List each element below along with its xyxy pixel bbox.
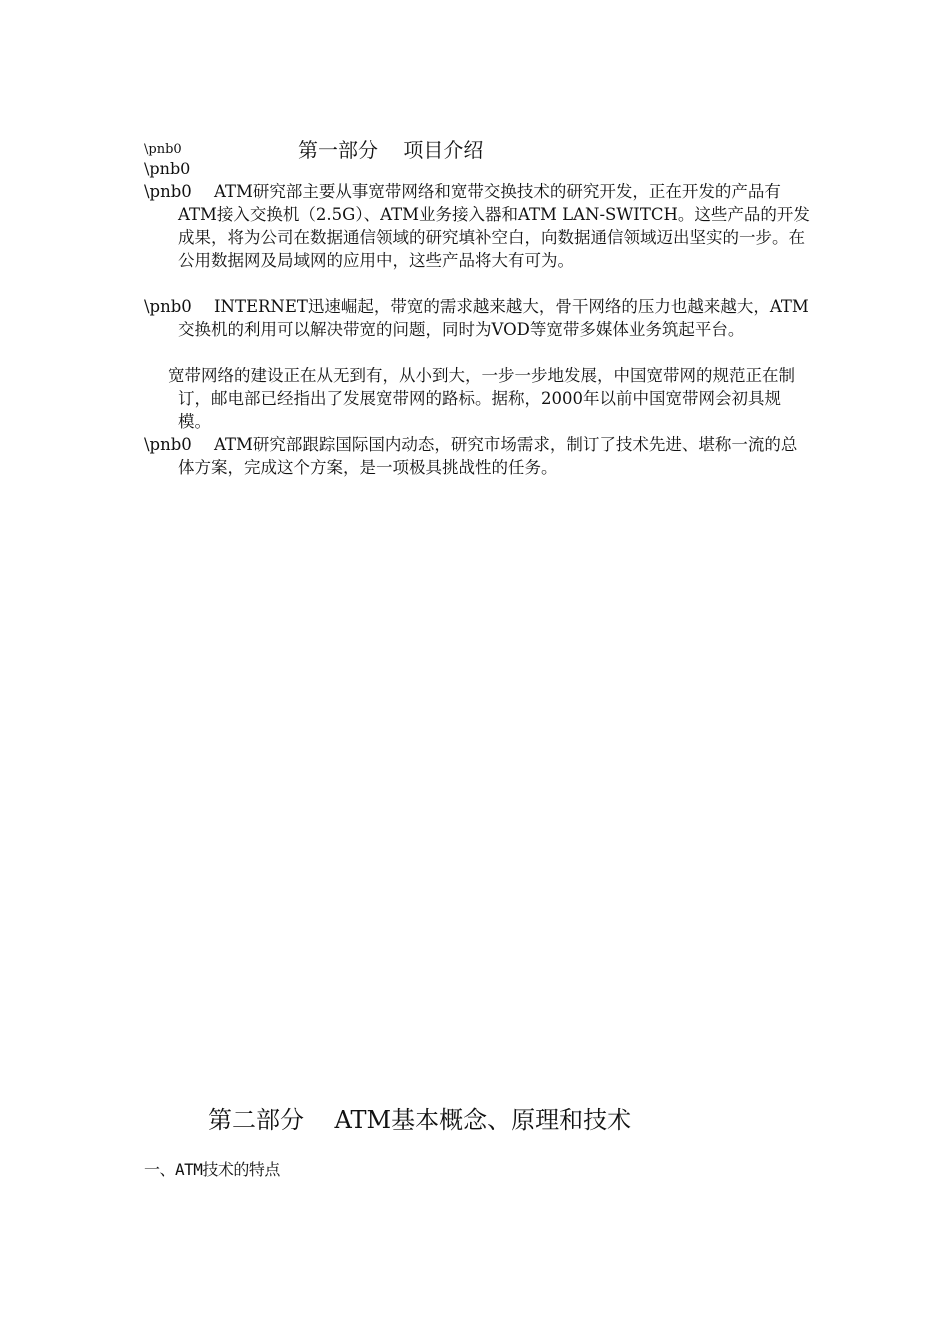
pnb-marker: \pnb0 [144,435,192,454]
empty-pnb-marker: \pnb0 [144,159,191,178]
paragraph-atm-plan [144,433,810,479]
section1-heading: 一、ATM技术的特点 [144,1160,280,1179]
pnb-marker: \pnb0 [144,182,192,201]
paragraph-text: INTERNET迅速崛起，带宽的需求越来越大，骨干网络的压力也越来越大，ATM交换机的利用可以解决带宽的问题，同时为VOD等宽带多媒体业务筑起平台。 [178,297,809,339]
paragraph-broadband-construction [144,364,810,433]
pnb-marker: \pnb0 [144,142,182,157]
part1-heading: 第一部分 项目介绍 [298,138,484,162]
paragraph-text: ATM研究部主要从事宽带网络和宽带交换技术的研究开发，正在开发的产品有ATM接入交换机（2.5G）、ATM业务接入器和ATM LAN-SWITCH。这些产品的开发成果，将为公司在数据通信领域的研究填补空白，向数据通信领域迈出坚实的一步。在公用数据网及局域网的应用中，这些产品将大有可为。 [178,182,810,270]
paragraph-atm-research [144,180,810,272]
paragraph-text: ATM研究部跟踪国际国内动态，研究市场需求，制订了技术先进、堪称一流的总体方案，完成这个方案，是一项极具挑战性的任务。 [178,435,798,477]
paragraph-text: 宽带网络的建设正在从无到有，从小到大，一步一步地发展，中国宽带网的规范正在制订，邮电部已经指出了发展宽带网的路标。据称，2000年以前中国宽带网会初具规模。 [168,366,795,431]
paragraph-internet [144,295,810,341]
pnb-marker: \pnb0 [144,297,192,316]
part1-title-line [144,134,804,162]
part2-heading: 第二部分 ATM基本概念、原理和技术 [208,1106,632,1134]
